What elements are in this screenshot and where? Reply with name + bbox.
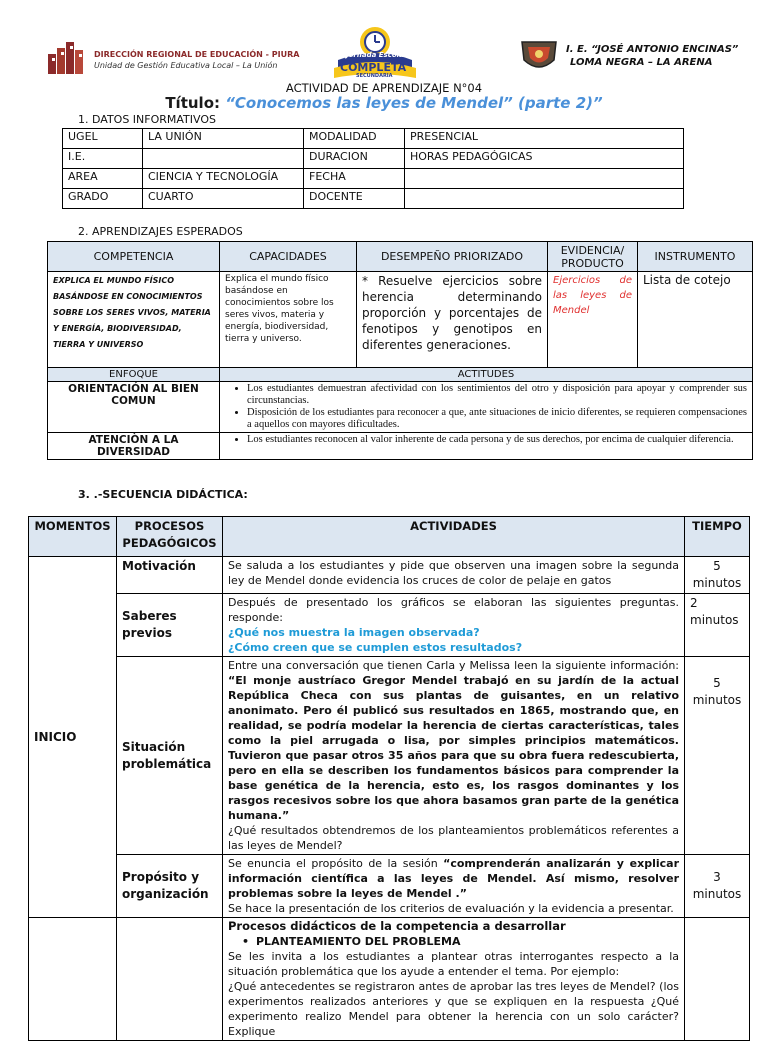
header-evidencia: EVIDENCIA/ PRODUCTO: [548, 242, 638, 272]
enfoque-bien-comun: ORIENTACIÓN AL BIEN COMUN: [48, 382, 220, 433]
header-capacidades: CAPACIDADES: [220, 242, 357, 272]
proposito-cita: “comprenderán analizarán y explicar información científica a las leyes de Mendel. Así mismo, resolver problemas sobre la leyes de Mendel .”: [228, 857, 679, 900]
table-row: [48, 382, 753, 433]
header-procesos: PROCESOS PEDAGÓGICOS: [117, 517, 223, 557]
school-shield-icon: [518, 38, 560, 74]
tiempo-situacion: 5 minutos: [685, 657, 750, 855]
activity-label: ACTIVIDAD DE APRENDIZAJE N°04: [285, 81, 483, 95]
proposito-final: Se hace la presentación de los criterios de evaluación y la evidencia a presentar.: [228, 902, 674, 915]
table-row: [29, 557, 750, 594]
datos-value: CUARTO: [143, 189, 304, 209]
header-actividades: ACTIVIDADES: [223, 517, 685, 557]
datos-value: CIENCIA Y TECNOLOGÍA: [143, 169, 304, 189]
actitudes-list: [225, 383, 747, 431]
situacion-pregunta: ¿Qué resultados obtendremos de los planteamientos problemáticos referentes a las leyes de Mendel?: [228, 824, 679, 852]
actividad-proposito: [223, 855, 685, 918]
situacion-intro: Entre una conversación que tienen Carla y Melissa leen la siguiente información:: [228, 659, 679, 672]
desarrollo-bullet: • PLANTEAMIENTO DEL PROBLEMA: [228, 934, 679, 949]
datos-key: DOCENTE: [304, 189, 405, 209]
desempeno-cell: * Resuelve ejercicios sobre herencia determinando proporción y porcentajes de fenotipos y genotipos en diferentes generaciones.: [357, 272, 548, 368]
desarrollo-texto-1: Se les invita a los estudiantes a plantear otras interrogantes respecto a la situación problemática que los ayude a entender el tema. Por ejemplo:: [228, 950, 679, 978]
proceso-saberes: Saberes previos: [117, 594, 223, 657]
datos-key: FECHA: [304, 169, 405, 189]
title-label: Título:: [165, 94, 220, 112]
situacion-cita: “El monje austríaco Gregor Mendel trabajó en su jardín de la actual República Checa con sus plantas de guisantes, en un relativo anonimato. Pero él publicó sus resultados en 1865, mostrando que, en realidad, se podría modelar la herencia de ciertas características, tales como la piel arrugada o lisa, por simples principios matemáticos. Tuvieron que pasar otros 35 años para que su obra fuera redescubierta, pero en ella se describen los fundamentos básicos para comprender la base genética de la herencia, esto es, los rasgos dominantes y los rasgos recesivos sobre los que ahora basamos gran parte de la genética humana.”: [228, 674, 679, 822]
datos-key: DURACION: [304, 149, 405, 169]
header-tiempo: TIEMPO: [685, 517, 750, 557]
school-line1: I. E. “JOSÉ ANTONIO ENCINAS”: [566, 44, 739, 55]
proceso-proposito: Propósito y organización: [117, 855, 223, 918]
header-momentos: MOMENTOS: [29, 517, 117, 557]
header-instrumento: INSTRUMENTO: [638, 242, 753, 272]
list-item: • Los estudiantes reconocen al valor inherente de cada persona y de sus derechos, por encima de cualquier diferencia.: [247, 434, 747, 446]
table-row: [29, 657, 750, 855]
datos-key: UGEL: [63, 129, 143, 149]
saberes-pregunta-2: ¿Cómo creen que se cumplen estos resultados?: [228, 641, 523, 654]
actividad-motivacion: Se saluda a los estudiantes y pide que observen una imagen sobre la segunda ley de Mendel donde evidencia los cruces de color de pelaje en gatos: [223, 557, 685, 594]
datos-key: MODALIDAD: [304, 129, 405, 149]
table-header-row: [29, 517, 750, 557]
proceso-desarrollo: [117, 918, 223, 1041]
tiempo-proposito: 3 minutos: [685, 855, 750, 918]
datos-value: [405, 189, 684, 209]
datos-table: [62, 128, 684, 209]
enfoque-header-row: [48, 368, 753, 382]
header-desempeno: DESEMPEÑO PRIORIZADO: [357, 242, 548, 272]
table-row: [29, 855, 750, 918]
header-competencia: COMPETENCIA: [48, 242, 220, 272]
datos-key: I.E.: [63, 149, 143, 169]
list-item: • Disposición de los estudiantes para reconocer a que, ante situaciones de inicio diferentes, se requieren compensaciones a aquellos con mayores dificultades.: [247, 407, 747, 431]
datos-key: AREA: [63, 169, 143, 189]
datos-key: GRADO: [63, 189, 143, 209]
drep-line2: Unidad de Gestión Educativa Local – La Unión: [94, 61, 278, 70]
jec-logo: [326, 24, 424, 80]
actividad-saberes: [223, 594, 685, 657]
jec-text2: COMPLETA: [340, 61, 407, 74]
enfoque-header: ENFOQUE: [48, 368, 220, 382]
saberes-texto: Después de presentado los gráficos se elaboran las siguientes preguntas. responde:: [228, 596, 679, 624]
datos-value: [405, 169, 684, 189]
actitudes-cell: [220, 382, 753, 433]
momento-inicio: INICIO: [29, 557, 117, 918]
datos-value: LA UNIÓN: [143, 129, 304, 149]
desarrollo-texto-2: ¿Qué antecedentes se registraron antes de aprobar las tres leyes de Mendel? (los experimentos realizados anteriores y que se expliquen en la respuesta ¿Qué experimento realizo Mendel para obtener la herencia con un solo carácter? Explique: [228, 980, 679, 1038]
tiempo-saberes: 2 minutos: [685, 594, 750, 657]
jec-text1: Jornada Escolar: [346, 51, 408, 59]
table-row: [48, 433, 753, 460]
momento-desarrollo: [29, 918, 117, 1041]
instrumento-cell: Lista de cotejo: [638, 272, 753, 368]
table-row: [29, 918, 750, 1041]
jec-text3: SECUNDARIA: [356, 73, 393, 79]
secuencia-table: [28, 516, 750, 1041]
capacidades-cell: Explica el mundo físico basándose en conocimientos sobre los seres vivos, materia y energía, biodiversidad, tierra y universo.: [220, 272, 357, 368]
actitudes-cell: [220, 433, 753, 460]
aprendizajes-table: [47, 241, 753, 460]
proposito-intro: Se enuncia el propósito de la sesión: [228, 857, 438, 870]
tiempo-motivacion: 5 minutos: [685, 557, 750, 594]
proceso-motivacion: Motivación: [117, 557, 223, 594]
datos-value: [143, 149, 304, 169]
section-1-heading: 1. DATOS INFORMATIVOS: [78, 113, 216, 126]
proceso-situacion: Situación problemática: [117, 657, 223, 855]
actitudes-list: [225, 434, 747, 446]
evidencia-cell: Ejercicios de las leyes de Mendel: [548, 272, 638, 368]
list-item: • Los estudiantes demuestran afectividad con los sentimientos del otro y disposición para apoyar y comprender sus circunstancias.: [247, 383, 747, 407]
table-row: [63, 129, 684, 149]
table-row: [48, 272, 753, 368]
enfoque-diversidad: ATENCIÒN A LA DIVERSIDAD: [48, 433, 220, 460]
drep-text: [94, 49, 299, 71]
school-line2: LOMA NEGRA – LA ARENA: [570, 57, 713, 68]
saberes-pregunta-1: ¿Qué nos muestra la imagen observada?: [228, 626, 480, 639]
drep-line1: DIRECCIÓN REGIONAL DE EDUCACIÓN - PIURA: [94, 50, 300, 59]
datos-value: HORAS PEDAGÓGICAS: [405, 149, 684, 169]
competencia-cell: EXPLICA EL MUNDO FÍSICO BASÁNDOSE EN CONOCIMIENTOS SOBRE LOS SERES VIVOS, MATERIA Y ENERGÍA, BIODIVERSIDAD, TIERRA Y UNIVERSO: [48, 272, 220, 368]
title-text: “Conocemos las leyes de Mendel” (parte 2)”: [225, 94, 603, 112]
school-text: [566, 43, 738, 69]
drep-logo-icon: [48, 40, 90, 74]
section-3-heading: 3. .-SECUENCIA DIDÁCTICA:: [78, 488, 248, 501]
actitudes-header: ACTITUDES: [220, 368, 753, 382]
page-title: [0, 94, 768, 112]
table-header-row: [48, 242, 753, 272]
table-row: [63, 189, 684, 209]
desarrollo-titulo: Procesos didácticos de la competencia a desarrollar: [228, 919, 566, 933]
datos-value: PRESENCIAL: [405, 129, 684, 149]
actividad-situacion: [223, 657, 685, 855]
table-row: [29, 594, 750, 657]
table-row: [63, 149, 684, 169]
section-2-heading: 2. APRENDIZAJES ESPERADOS: [78, 225, 243, 238]
table-row: [63, 169, 684, 189]
actividad-desarrollo: [223, 918, 685, 1041]
tiempo-desarrollo: [685, 918, 750, 1041]
